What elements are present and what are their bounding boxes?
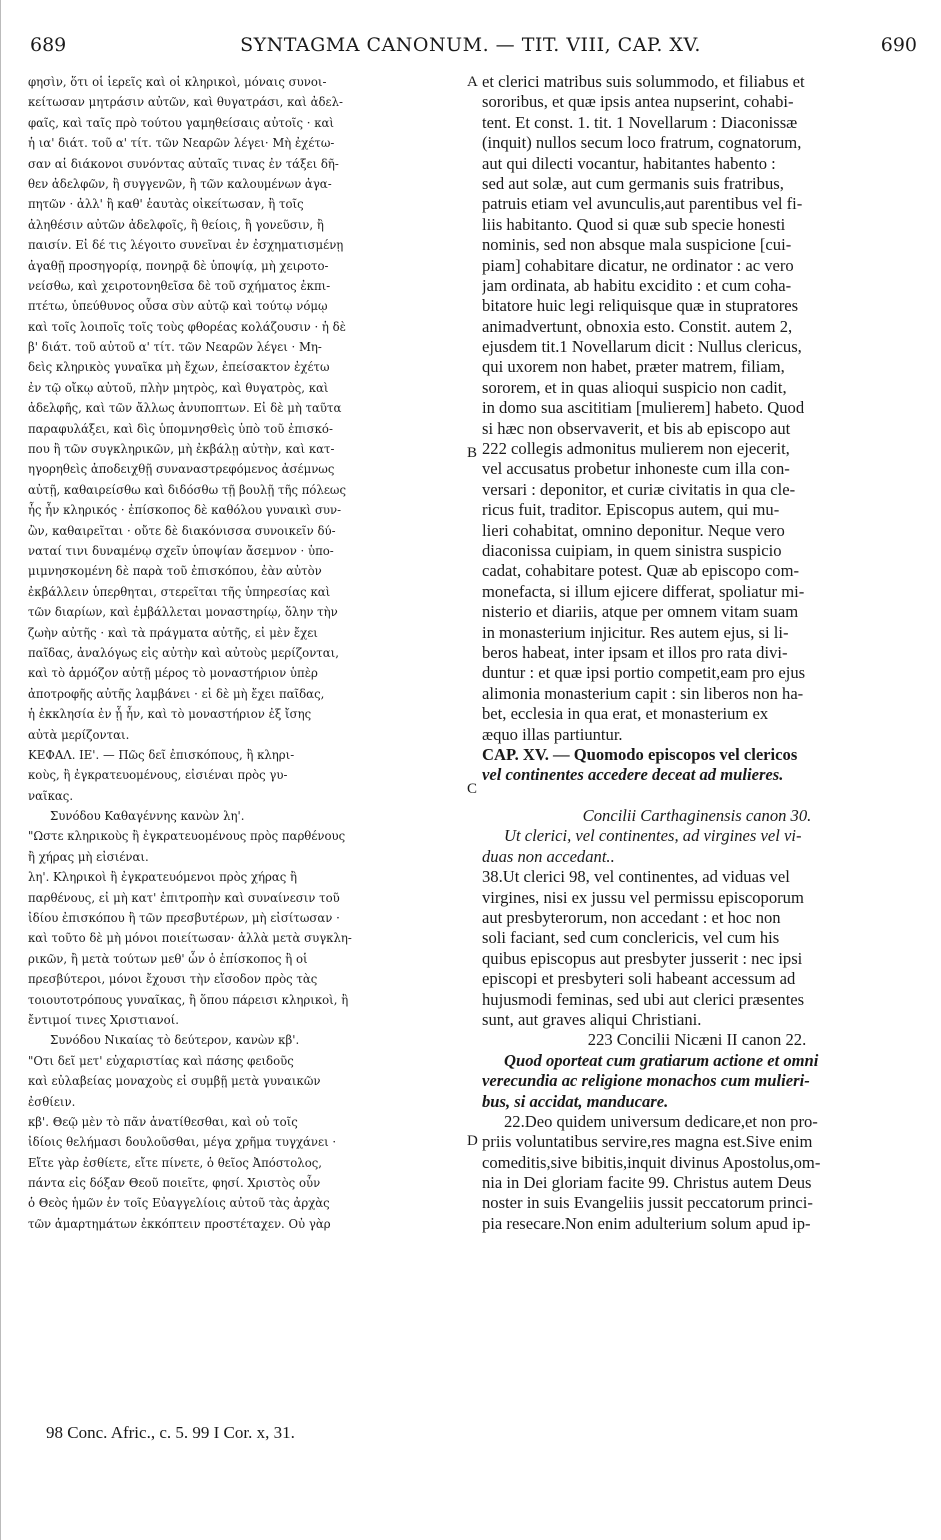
latin-text-line: qui uxorem non habet, præter matrem, filiam, (482, 357, 785, 377)
latin-text-line: (inquit) nullos secum loco fratrum, cognatorum, (482, 133, 802, 153)
latin-text-line: duas non accedant.. (482, 846, 615, 866)
greek-text-line: ἡ ἐκκλησία ἐν ᾗ ἦν, καὶ τὸ μοναστήριον ἐξ ἴσης (28, 707, 312, 722)
latin-text-line: sunt, aut graves aliqui Christiani. (482, 1009, 702, 1029)
greek-text-line: παῖδας, ἀναλόγως εἰς αὐτὴν καὶ αὐτοὺς μερίζονται, (28, 645, 339, 660)
greek-text-line: θεν ἀδελφῶν, ἢ συγγενῶν, ἢ τῶν καλουμένων ἀγα- (28, 176, 332, 191)
greek-text-line: ἧς ἦν κληρικός · ἐπίσκοπος δὲ καθόλου γυναικὶ συν- (28, 503, 342, 518)
latin-text-line: priis voluntatibus servire,res magna est.Sive enim (482, 1132, 813, 1152)
running-title: SYNTAGMA CANONUM. — TIT. VIII, CAP. XV. (240, 34, 701, 56)
latin-text-line: versari : deponitor, et curiæ civitatis in qua cle- (482, 479, 796, 499)
greek-text-line: ἀληθέσιν αὐτῶν ἀδελφοῖς, ἢ θείοις, ἢ γονεῦσιν, ἢ (28, 217, 324, 232)
greek-text-line: ζωὴν αὐτῆς · καὶ τὰ πράγματα αὐτῆς, εἰ μὲν ἔχει (28, 625, 318, 640)
latin-text-line: virgines, nisi ex jussu vel permissu episcoporum (482, 887, 804, 907)
latin-text-line: piam] cohabitare dicatur, ne ordinator : ac vero (482, 255, 794, 275)
latin-text-line: hujusmodi feminas, sed ubi aut clerici præsentes (482, 989, 805, 1009)
latin-text-line: 223 Concilii Nicæni II canon 22. (587, 1030, 807, 1050)
latin-text-line: bus, si accidat, manducare. (482, 1091, 669, 1111)
latin-text-line: nominis, sed non absque mala suspicione [cui- (482, 235, 792, 255)
greek-text-line: Συνόδου Νικαίας τὸ δεύτερον, κανὼν κβ'. (50, 1033, 300, 1048)
latin-text-line: CAP. XV. — Quomodo episcopos vel clericos (482, 744, 798, 764)
latin-text-line: 222 collegis admonitus mulierem non ejecerit, (482, 439, 790, 459)
latin-text-line: soli faciant, sed cum conclericis, vel cum his (482, 928, 780, 948)
latin-text-line: nisterio et diariis, atque per omnem vitam suam (482, 602, 799, 622)
latin-text-line: animadvertunt, obnoxia esto. Constit. autem 2, (482, 316, 793, 336)
greek-text-line: ρικῶν, ἢ μετὰ τούτων μεθ' ὧν ὁ ἐπίσκοπος ἢ οἱ (28, 951, 308, 966)
greek-text-line: ὁ Θεὸς ἡμῶν ἐν τοῖς Εὐαγγελίοις αὐτοῦ τὰς ἀρχὰς (28, 1196, 330, 1211)
greek-text-line: πάντα εἰς δόξαν Θεοῦ ποιεῖτε, φησί. Χριστὸς οὖν (28, 1176, 321, 1191)
greek-column (28, 72, 468, 1234)
greek-text-line: "Ωστε κληρικοὺς ἢ ἐγκρατευομένους πρὸς παρθένους (28, 829, 346, 844)
latin-text-line: in domo sua ascititiam [mulierem] habeto. Quod (482, 398, 805, 418)
greek-text-line: ἔντιμοί τινες Χριστιανοί. (28, 1012, 179, 1027)
latin-text-line: liis habitanto. Quod si quæ sub specie honesti (482, 214, 786, 234)
greek-text-line: ναῖκας. (28, 788, 74, 803)
latin-text-line: bitatore huic legi reliquisque quæ in stupratores (482, 296, 799, 316)
greek-text-line: κβ'. Θεῷ μὲν τὸ πᾶν ἀνατίθεσθαι, καὶ οὐ τοῖς (28, 1114, 298, 1129)
greek-text-line: πητῶν · ἀλλ' ἢ καθ' ἑαυτὰς οἰκείτωσαν, ἢ τοῖς (28, 197, 304, 212)
greek-text-line: ἐσθίειν. (28, 1094, 76, 1109)
margin-marker-b: B (467, 445, 478, 461)
latin-text-line: sororibus, et quæ ipsis antea nupserint, cohabi- (482, 92, 794, 112)
left-edge-rule (0, 0, 1, 1540)
latin-text-line: æquo illas partiuntur. (482, 724, 623, 744)
latin-text-line: pia resecare.Non enim adulterium solum apud ip- (482, 1213, 811, 1233)
greek-text-line: μιμνησκομένη δὲ παρὰ τοῦ ἐπισκόπου, ἐὰν αὐτὸν (28, 564, 322, 579)
greek-text-line: παισίν. Εἰ δέ τις λέγοιτο συνεῖναι ἐν ἐσχηματισμένῃ (28, 238, 344, 253)
latin-text-line: nia in Dei gloriam facite 99. Christus autem Deus (482, 1173, 812, 1193)
latin-text-line: ejusdem tit.1 Novellarum dicit : Nullus clericus, (482, 337, 802, 357)
latin-text-line: bet, ecclesia in qua erat, et monasterium ex (482, 704, 769, 724)
greek-text-line: αὐτῇ, καθαιρείσθω καὶ διδόσθω τῇ βουλῇ τῆς πόλεως (28, 482, 347, 497)
latin-text-line: 22.Deo quidem universum dedicare,et non pro- (504, 1111, 818, 1131)
greek-text-line: Εἴτε γὰρ ἐσθίετε, εἴτε πίνετε, ὁ θεῖος Ἀπόστολος, (28, 1155, 323, 1170)
greek-text-line: καὶ τοῖς λοιποῖς τοῖς τοὺς φθορέας κολάζουσιν · ἡ δὲ (28, 319, 346, 334)
greek-text-line: σαν αἱ διάκονοι συνόντας αὐταῖς τινας ἐν τάξει δῆ- (28, 156, 339, 171)
greek-text-line: λη'. Κληρικοὶ ἢ ἐγκρατευόμενοι πρὸς χήρας ἢ (28, 870, 298, 885)
greek-text-line: πτέτω, ὑπεύθυνος οὖσα σὺν αὐτῷ καὶ τούτῳ νόμῳ (28, 299, 328, 314)
greek-text-line: τῶν ἁμαρτημάτων ἐκκόπτειν προστέταχεν. Οὐ γὰρ (28, 1216, 331, 1231)
latin-column (482, 72, 912, 1234)
latin-text-line: vel continentes accedere deceat ad mulieres. (482, 765, 784, 785)
greek-text-line: τῶν διαρίων, καὶ ἐμβάλλεται μοναστηρίῳ, ὅλην τὴν (28, 605, 338, 620)
greek-text-line: πρεσβύτεροι, μόνοι ἔχουσι τὴν εἴσοδον πρὸς τὰς (28, 972, 318, 987)
latin-text-line: aut presbyterorum, non accedant : et hoc non (482, 908, 781, 928)
latin-text-line: verecundia ac religione monachos cum mulieri- (482, 1071, 810, 1091)
greek-text-line: ἐν τῷ οἴκῳ αὐτοῦ, πλὴν μητρὸς, καὶ θυγατρὸς, καὶ (28, 380, 329, 395)
latin-text-line: diaconissa cuipiam, in quem sinistra suspicio (482, 540, 782, 560)
greek-text-line: ἀδελφῆς, καὶ τῶν ἄλλως ἀνυποπτων. Εἰ δὲ μὴ ταῦτα (28, 401, 342, 416)
latin-text-line: jam ordinata, ab habitu excidito : et cum coha- (482, 275, 792, 295)
latin-text-line: Concilii Carthaginensis canon 30. (582, 806, 812, 826)
latin-text-line: Ut clerici, vel continentes, ad virgines vel vi- (504, 826, 802, 846)
greek-text-line: καὶ εὐλαβείας μοναχοὺς εἰ συμβῇ μετὰ γυναικῶν (28, 1074, 321, 1089)
page-header (24, 32, 917, 62)
greek-text-line: δεὶς κληρικὸς γυναῖκα μὴ ἔχων, ἐπείσακτον ἐχέτω (28, 360, 330, 375)
margin-marker-d: D (467, 1133, 478, 1149)
latin-text-line: duntur : et quæ ipsi portio competit,eam pro ejus (482, 663, 806, 683)
latin-text-line: noster in suis Evangeliis jussit peccatorum princi- (482, 1193, 813, 1213)
latin-text-line: quibus episcopus aut presbyter jusserit : nec ipsi (482, 948, 803, 968)
latin-text-line: in monasterium injicitur. Res autem ejus, si li- (482, 622, 789, 642)
latin-text-line: monefacta, si illum ejicere differat, spoliatur mi- (482, 581, 805, 601)
greek-text-line: ἢ χήρας μὴ εἰσιέναι. (28, 849, 149, 864)
greek-text-line: ἀγαθῇ προσηγορίᾳ, πονηρᾷ δὲ ὑποψίᾳ, μὴ χειροτο- (28, 258, 329, 273)
greek-text-line: ηγορηθεὶς ἀποδειχθῇ συναναστρεφόμενος ἀσέμνως (28, 462, 335, 477)
greek-text-line: ἰδίοις θελήμασι δουλοῦσθαι, μέγα χρῆμα τυγχάνει · (28, 1135, 337, 1150)
greek-text-line: ἡ ια' διάτ. τοῦ α' τίτ. τῶν Νεαρῶν λέγει· Μὴ ἐχέτω- (28, 136, 335, 151)
greek-text-line: ἀποτροφῆς αὐτῆς λαμβάνει · εἰ δὲ μὴ ἔχει παῖδας, (28, 686, 325, 701)
greek-text-line: παραφυλάξει, καὶ δὶς ὑπομνησθεὶς ὑπὸ τοῦ ἐπισκό- (28, 421, 333, 436)
latin-text-line: vel accusatus probetur inhoneste cum illa con- (482, 459, 790, 479)
latin-text-line: lieri cohabitat, omnino deponitur. Neque vero (482, 520, 785, 540)
latin-text-line: episcopi et presbyteri soli habeant accessum ad (482, 969, 796, 989)
latin-text-line (482, 786, 912, 806)
greek-text-line: ΚΕΦΑΛ. ΙΕ'. — Πῶς δεῖ ἐπισκόπους, ἢ κληρι- (28, 747, 295, 762)
footnotes: 98 Conc. Afric., c. 5. 99 I Cor. x, 31. (46, 1423, 295, 1442)
greek-text-line: κείτωσαν μητράσιν αὐτῶν, καὶ θυγατράσι, καὶ ἀδελ- (28, 95, 343, 110)
greek-text-line: "Οτι δεῖ μετ' εὐχαριστίας καὶ πάσης φειδοῦς (28, 1053, 294, 1068)
greek-text-line: αὐτὰ μερίζονται. (28, 727, 130, 742)
greek-text-line: κοὺς, ἢ ἐγκρατευομένους, εἰσιέναι πρὸς γυ- (28, 768, 288, 783)
greek-text-line: καὶ τὸ ἁρμόζον αὐτῇ μέρος τὸ μοναστήριον ὑπὲρ (28, 666, 318, 681)
latin-text-line: cadat, cohabitare potest. Quæ ab episcopo com- (482, 561, 800, 581)
greek-text-line: νείσθω, καὶ χειροτονηθεῖσα δὲ τοῦ σχήματος ἐκπι- (28, 278, 331, 293)
greek-text-line: που ἢ τῶν συγκληρικῶν, μὴ ἐκβάλῃ αὐτὴν, καὶ κατ- (28, 442, 335, 457)
greek-text-line: παρθένους, εἰ μὴ κατ' ἐπιτροπὴν καὶ συναίνεσιν τοῦ (28, 890, 340, 905)
greek-text-line: τοιουτοτρόπους γυναῖκας, ἢ ὅπου πάρεισι κληρικοὶ, ἢ (28, 992, 349, 1007)
latin-text-line: beros habeat, inter ipsam et illos pro rata divi- (482, 642, 788, 662)
latin-text-line: patruis etiam vel avunculis,aut parentibus vel fi- (482, 194, 803, 214)
margin-marker-a: A (467, 74, 478, 90)
greek-text-line: ἐκβάλλειν ὑπερθηται, στερεῖται τῆς ὑπηρεσίας καὶ (28, 584, 331, 599)
latin-text-line: alimonia monasterium capit : sin liberos non ha- (482, 683, 804, 703)
latin-text-line: sed aut solæ, aut cum germanis suis fratribus, (482, 173, 784, 193)
latin-text-line: sororem, et in quas alioqui suspicio non cadit, (482, 377, 787, 397)
page-number-right: 690 (880, 34, 917, 56)
latin-text-line: aut qui dilecti vocantur, habitantes habento : (482, 153, 776, 173)
greek-text-line: καὶ τοῦτο δὲ μὴ μόνοι ποιείτωσαν· ἀλλὰ μετὰ συγκλη- (28, 931, 352, 946)
margin-marker-c: C (467, 781, 478, 797)
latin-text-line: tent. Et const. 1. tit. 1 Novellarum : Diaconissæ (482, 112, 798, 132)
greek-text-line: φαῖς, καὶ ταῖς πρὸ τούτου γαμηθείσαις αὐτοῖς · καὶ (28, 115, 334, 130)
greek-text-line: β' διάτ. τοῦ αὐτοῦ α' τίτ. τῶν Νεαρῶν λέγει · Μη- (28, 340, 322, 355)
latin-text-line: si hæc non observaverit, et bis ab episcopo aut (482, 418, 791, 438)
latin-text-line: et clerici matribus suis solummodo, et filiabus et (482, 72, 805, 91)
greek-text-line: ὢν, καθαιρεῖται · οὔτε δὲ διακόνισσα συνοικεῖν δύ- (28, 523, 336, 538)
latin-text-line: 38.Ut clerici 98, vel continentes, ad viduas vel (482, 867, 790, 887)
greek-text-line: φησὶν, ὅτι οἱ ἱερεῖς καὶ οἱ κληρικοὶ, μόναις συνοι- (28, 75, 327, 89)
greek-text-line: ναταί τινι δυναμένῳ σχεῖν ὑποψίαν ἄσεμνον · ὑπο- (28, 543, 334, 558)
greek-text-line: ἰδίου ἐπισκόπου ἢ τῶν πρεσβυτέρων, μὴ εἰσίτωσαν · (28, 911, 340, 926)
page-number-left: 689 (30, 34, 67, 56)
greek-text-line: Συνόδου Καθαγέννης κανὼν λη'. (50, 809, 245, 824)
latin-text-line: ricus fuit, traditor. Episcopus autem, qui mu- (482, 500, 780, 520)
latin-text-line: Quod oporteat cum gratiarum actione et omni (504, 1050, 819, 1070)
latin-text-line: comeditis,sive bibitis,inquit divinus Apostolus,om- (482, 1152, 821, 1172)
